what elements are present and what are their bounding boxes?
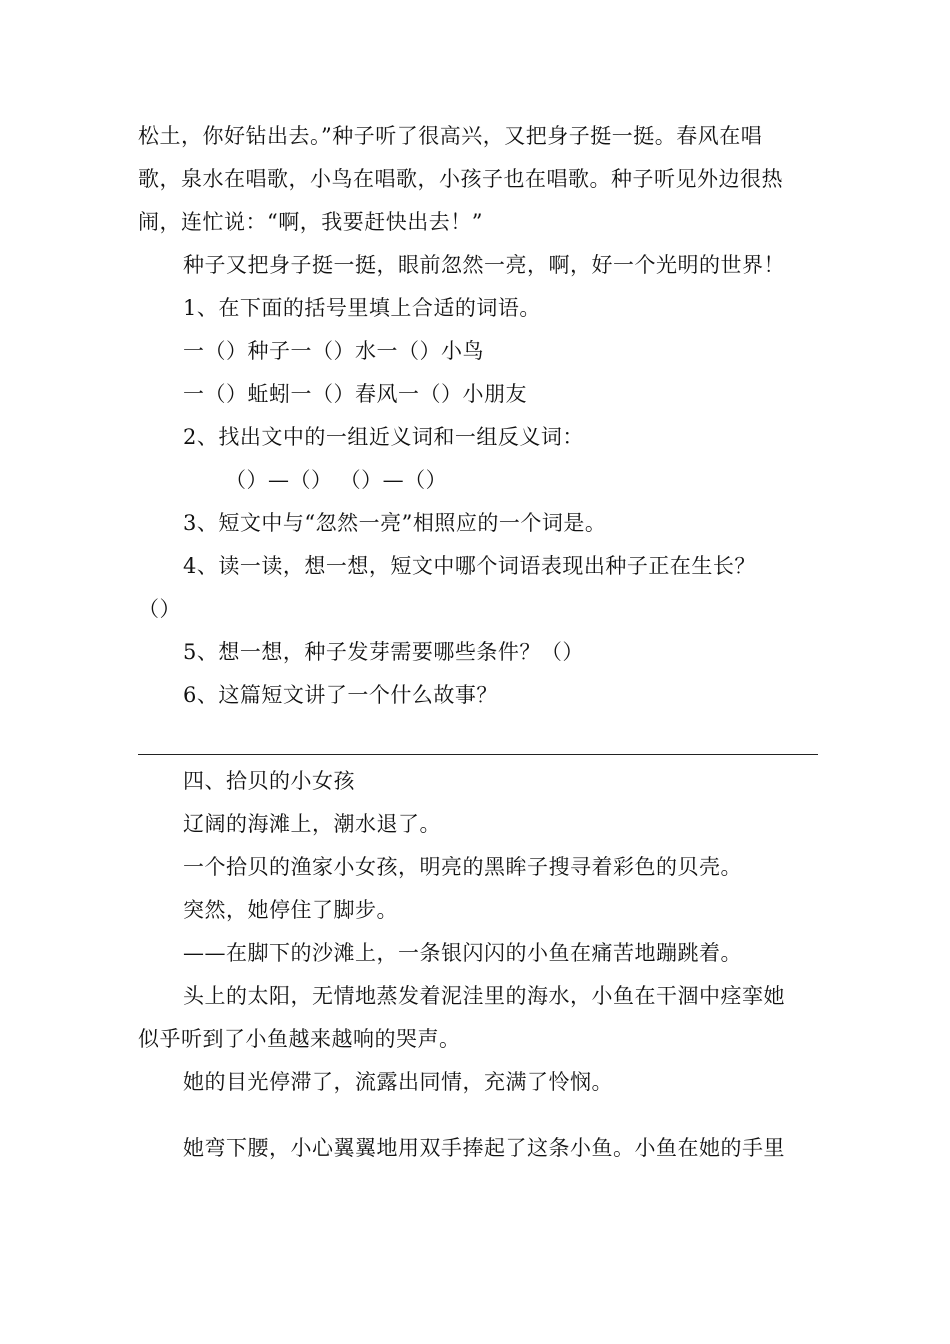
section-divider [138,754,818,755]
passage-paragraph: 她弯下腰，小心翼翼地用双手捧起了这条小鱼。小鱼在她的手里 [183,1136,785,1160]
question-1-blanks-row-2: 一（）蚯蚓一（）春风一（）小朋友 [183,382,527,406]
question-6: 6、这篇短文讲了一个什么故事？ [183,683,498,707]
question-1: 1、在下面的括号里填上合适的词语。 [183,296,541,320]
passage-paragraph: 她的目光停滞了，流露出同情，充满了怜悯。 [183,1070,613,1094]
question-4: 4、读一读，想一想，短文中哪个词语表现出种子正在生长？ [183,554,756,578]
section-title: 四、拾贝的小女孩 [183,769,355,793]
question-1-blanks-row-1: 一（）种子一（）水一（）小鸟 [183,339,484,363]
passage-line: 闹，连忙说：“啊，我要赶快出去！” [138,210,483,234]
passage-line: 种子又把身子挺一挺，眼前忽然一亮，啊，好一个光明的世界！ [183,253,785,277]
passage-paragraph: 突然，她停住了脚步。 [183,898,398,922]
question-5: 5、想一想，种子发芽需要哪些条件？（） [183,640,584,664]
passage-paragraph: 一个拾贝的渔家小女孩，明亮的黑眸子搜寻着彩色的贝壳。 [183,855,742,879]
passage-line: 松土，你好钻出去。”种子听了很高兴，又把身子挺一挺。春风在唱 [138,124,763,148]
passage-line: 歌，泉水在唱歌，小鸟在唱歌，小孩子也在唱歌。种子听见外边很热 [138,167,783,191]
question-2-blanks: （）—（） （）—（） [225,468,448,492]
question-2: 2、找出文中的一组近义词和一组反义词： [183,425,584,449]
passage-paragraph: ——在脚下的沙滩上，一条银闪闪的小鱼在痛苦地蹦跳着。 [183,941,742,965]
passage-paragraph: 辽阔的海滩上，潮水退了。 [183,812,441,836]
passage-paragraph: 似乎听到了小鱼越来越响的哭声。 [138,1027,461,1051]
question-4-blank: （） [138,597,181,621]
passage-paragraph: 头上的太阳，无情地蒸发着泥洼里的海水，小鱼在干涸中痉挛她 [183,984,785,1008]
question-3: 3、短文中与“忽然一亮”相照应的一个词是。 [183,511,607,535]
